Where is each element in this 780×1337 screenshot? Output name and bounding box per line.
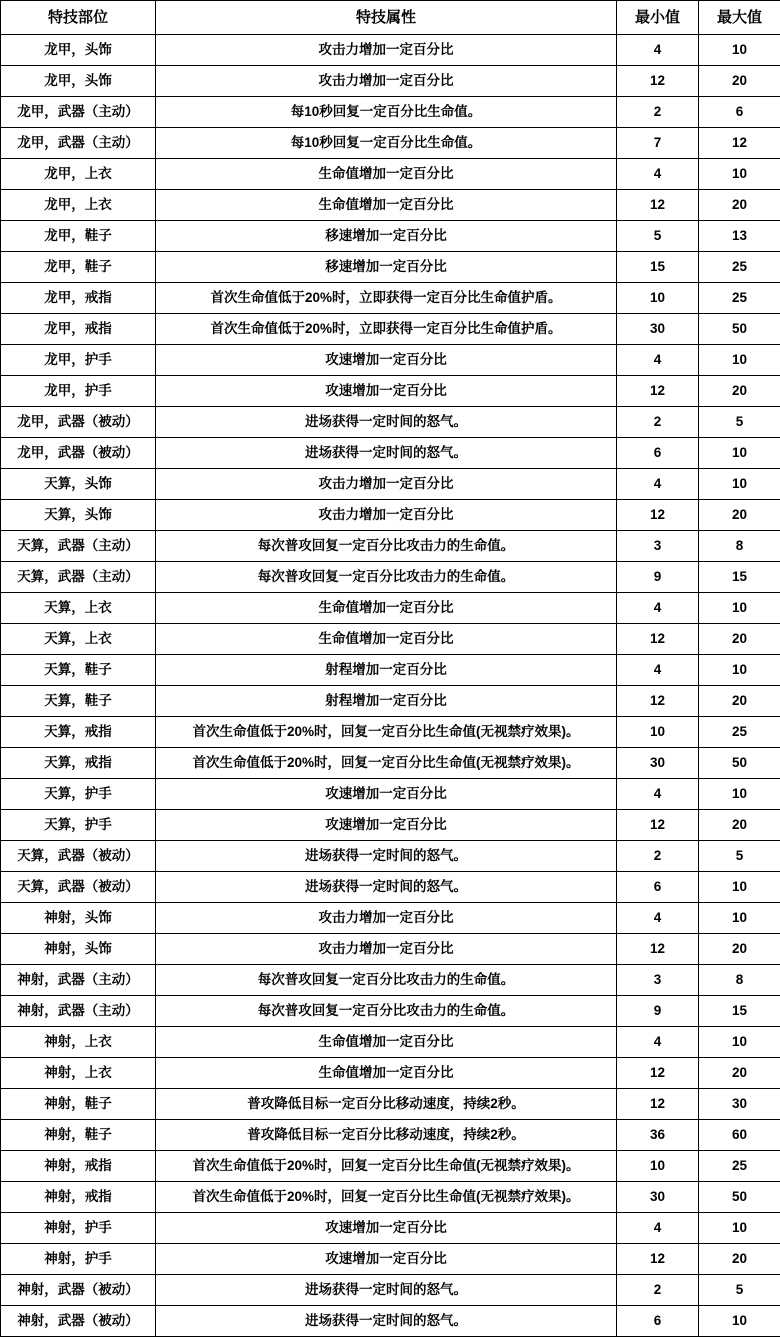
table-row (1, 965, 780, 996)
cell-part: 天算，上衣 (1, 624, 156, 655)
cell-part: 龙甲，上衣 (1, 190, 156, 221)
cell-min-value: 12 (617, 66, 699, 97)
cell-min-value: 12 (617, 934, 699, 965)
table-row (1, 1120, 780, 1151)
table-row (1, 562, 780, 593)
cell-attribute: 移速增加一定百分比 (156, 252, 617, 283)
cell-min-value: 4 (617, 779, 699, 810)
cell-part: 龙甲，武器（主动） (1, 128, 156, 159)
cell-min-value: 2 (617, 1275, 699, 1306)
cell-min-value: 6 (617, 872, 699, 903)
cell-max-value: 20 (699, 934, 780, 965)
cell-part: 龙甲，上衣 (1, 159, 156, 190)
cell-part: 龙甲，武器（被动） (1, 438, 156, 469)
cell-attribute: 射程增加一定百分比 (156, 655, 617, 686)
cell-part: 神射，鞋子 (1, 1089, 156, 1120)
cell-attribute: 生命值增加一定百分比 (156, 190, 617, 221)
cell-min-value: 4 (617, 1027, 699, 1058)
cell-min-value: 12 (617, 1244, 699, 1275)
cell-max-value: 20 (699, 810, 780, 841)
table-header-row (1, 1, 780, 35)
cell-part: 神射，武器（被动） (1, 1306, 156, 1337)
cell-part: 龙甲，戒指 (1, 314, 156, 345)
table-header (1, 1, 780, 35)
cell-attribute: 首次生命值低于20%时，回复一定百分比生命值(无视禁疗效果)。 (156, 717, 617, 748)
cell-attribute: 攻击力增加一定百分比 (156, 903, 617, 934)
table-row (1, 376, 780, 407)
cell-max-value: 25 (699, 252, 780, 283)
cell-attribute: 攻击力增加一定百分比 (156, 66, 617, 97)
cell-part: 天算，武器（主动） (1, 531, 156, 562)
cell-part: 天算，护手 (1, 779, 156, 810)
table-row (1, 252, 780, 283)
cell-attribute: 首次生命值低于20%时，立即获得一定百分比生命值护盾。 (156, 314, 617, 345)
cell-part: 龙甲，鞋子 (1, 221, 156, 252)
cell-attribute: 进场获得一定时间的怒气。 (156, 841, 617, 872)
cell-attribute: 进场获得一定时间的怒气。 (156, 1275, 617, 1306)
cell-min-value: 3 (617, 531, 699, 562)
cell-min-value: 4 (617, 159, 699, 190)
cell-max-value: 10 (699, 593, 780, 624)
cell-max-value: 10 (699, 159, 780, 190)
cell-max-value: 6 (699, 97, 780, 128)
cell-max-value: 20 (699, 376, 780, 407)
cell-max-value: 50 (699, 748, 780, 779)
table-row (1, 996, 780, 1027)
cell-min-value: 12 (617, 376, 699, 407)
cell-part: 天算，戒指 (1, 717, 156, 748)
cell-min-value: 12 (617, 624, 699, 655)
cell-part: 天算，护手 (1, 810, 156, 841)
cell-attribute: 进场获得一定时间的怒气。 (156, 1306, 617, 1337)
cell-min-value: 7 (617, 128, 699, 159)
cell-part: 神射，头饰 (1, 934, 156, 965)
table-row (1, 810, 780, 841)
cell-max-value: 25 (699, 1151, 780, 1182)
cell-max-value: 60 (699, 1120, 780, 1151)
cell-min-value: 12 (617, 810, 699, 841)
table-row (1, 1089, 780, 1120)
table-row (1, 1213, 780, 1244)
cell-min-value: 5 (617, 221, 699, 252)
table-row (1, 159, 780, 190)
cell-part: 神射，戒指 (1, 1182, 156, 1213)
cell-max-value: 20 (699, 1244, 780, 1275)
cell-max-value: 10 (699, 1213, 780, 1244)
table-row (1, 407, 780, 438)
cell-attribute: 普攻降低目标一定百分比移动速度，持续2秒。 (156, 1089, 617, 1120)
column-header-min: 最小值 (617, 1, 699, 35)
cell-max-value: 5 (699, 1275, 780, 1306)
cell-max-value: 10 (699, 345, 780, 376)
table-row (1, 283, 780, 314)
table-row (1, 531, 780, 562)
cell-max-value: 12 (699, 128, 780, 159)
cell-min-value: 30 (617, 314, 699, 345)
cell-part: 龙甲，武器（主动） (1, 97, 156, 128)
cell-max-value: 20 (699, 66, 780, 97)
table-row (1, 872, 780, 903)
cell-min-value: 15 (617, 252, 699, 283)
cell-max-value: 15 (699, 562, 780, 593)
cell-min-value: 9 (617, 562, 699, 593)
table-row (1, 624, 780, 655)
cell-part: 神射，护手 (1, 1213, 156, 1244)
cell-max-value: 5 (699, 841, 780, 872)
cell-part: 天算，武器（主动） (1, 562, 156, 593)
table-row (1, 1182, 780, 1213)
table-body (1, 35, 780, 1337)
cell-attribute: 移速增加一定百分比 (156, 221, 617, 252)
cell-max-value: 20 (699, 500, 780, 531)
cell-part: 天算，戒指 (1, 748, 156, 779)
cell-max-value: 25 (699, 717, 780, 748)
cell-part: 天算，鞋子 (1, 655, 156, 686)
cell-max-value: 50 (699, 314, 780, 345)
cell-part: 龙甲，戒指 (1, 283, 156, 314)
cell-max-value: 8 (699, 531, 780, 562)
cell-max-value: 13 (699, 221, 780, 252)
cell-max-value: 10 (699, 872, 780, 903)
cell-attribute: 攻击力增加一定百分比 (156, 469, 617, 500)
cell-part: 神射，武器（主动） (1, 996, 156, 1027)
cell-part: 神射，鞋子 (1, 1120, 156, 1151)
cell-max-value: 10 (699, 469, 780, 500)
table-row (1, 1151, 780, 1182)
cell-attribute: 每10秒回复一定百分比生命值。 (156, 128, 617, 159)
cell-attribute: 进场获得一定时间的怒气。 (156, 438, 617, 469)
cell-attribute: 每10秒回复一定百分比生命值。 (156, 97, 617, 128)
cell-attribute: 攻速增加一定百分比 (156, 810, 617, 841)
cell-max-value: 5 (699, 407, 780, 438)
cell-part: 天算，鞋子 (1, 686, 156, 717)
cell-max-value: 10 (699, 779, 780, 810)
cell-attribute: 生命值增加一定百分比 (156, 1027, 617, 1058)
table-row (1, 841, 780, 872)
cell-attribute: 生命值增加一定百分比 (156, 159, 617, 190)
cell-max-value: 25 (699, 283, 780, 314)
table-row (1, 35, 780, 66)
cell-max-value: 10 (699, 438, 780, 469)
cell-attribute: 每次普攻回复一定百分比攻击力的生命值。 (156, 531, 617, 562)
cell-attribute: 攻击力增加一定百分比 (156, 500, 617, 531)
cell-attribute: 攻速增加一定百分比 (156, 376, 617, 407)
cell-attribute: 射程增加一定百分比 (156, 686, 617, 717)
cell-part: 龙甲，护手 (1, 376, 156, 407)
table-row (1, 748, 780, 779)
cell-part: 龙甲，鞋子 (1, 252, 156, 283)
cell-attribute: 生命值增加一定百分比 (156, 1058, 617, 1089)
cell-part: 天算，上衣 (1, 593, 156, 624)
cell-attribute: 每次普攻回复一定百分比攻击力的生命值。 (156, 965, 617, 996)
cell-attribute: 进场获得一定时间的怒气。 (156, 407, 617, 438)
cell-attribute: 攻击力增加一定百分比 (156, 35, 617, 66)
table-row (1, 593, 780, 624)
cell-min-value: 12 (617, 1089, 699, 1120)
cell-part: 龙甲，护手 (1, 345, 156, 376)
cell-max-value: 20 (699, 1058, 780, 1089)
cell-min-value: 30 (617, 1182, 699, 1213)
table-row (1, 779, 780, 810)
table-row (1, 345, 780, 376)
table-row (1, 314, 780, 345)
table-row (1, 1275, 780, 1306)
cell-min-value: 4 (617, 35, 699, 66)
cell-min-value: 30 (617, 748, 699, 779)
table-row (1, 97, 780, 128)
cell-max-value: 10 (699, 655, 780, 686)
cell-part: 天算，头饰 (1, 469, 156, 500)
table-row (1, 655, 780, 686)
table-row (1, 469, 780, 500)
cell-min-value: 10 (617, 1151, 699, 1182)
column-header-max: 最大值 (699, 1, 780, 35)
cell-attribute: 每次普攻回复一定百分比攻击力的生命值。 (156, 996, 617, 1027)
cell-max-value: 8 (699, 965, 780, 996)
cell-min-value: 4 (617, 593, 699, 624)
cell-min-value: 12 (617, 1058, 699, 1089)
table-row (1, 1306, 780, 1337)
cell-part: 天算，头饰 (1, 500, 156, 531)
cell-part: 神射，上衣 (1, 1058, 156, 1089)
cell-attribute: 攻速增加一定百分比 (156, 1213, 617, 1244)
cell-attribute: 进场获得一定时间的怒气。 (156, 872, 617, 903)
cell-max-value: 20 (699, 190, 780, 221)
cell-min-value: 2 (617, 97, 699, 128)
cell-min-value: 6 (617, 1306, 699, 1337)
cell-max-value: 10 (699, 903, 780, 934)
cell-min-value: 12 (617, 190, 699, 221)
cell-max-value: 10 (699, 1027, 780, 1058)
cell-attribute: 普攻降低目标一定百分比移动速度，持续2秒。 (156, 1120, 617, 1151)
table-row (1, 686, 780, 717)
cell-min-value: 10 (617, 717, 699, 748)
cell-min-value: 10 (617, 283, 699, 314)
cell-part: 神射，武器（主动） (1, 965, 156, 996)
cell-min-value: 4 (617, 345, 699, 376)
cell-min-value: 4 (617, 469, 699, 500)
cell-attribute: 生命值增加一定百分比 (156, 624, 617, 655)
cell-attribute: 首次生命值低于20%时，回复一定百分比生命值(无视禁疗效果)。 (156, 748, 617, 779)
table-row (1, 1058, 780, 1089)
cell-min-value: 6 (617, 438, 699, 469)
cell-part: 天算，武器（被动） (1, 841, 156, 872)
table-row (1, 66, 780, 97)
cell-min-value: 4 (617, 655, 699, 686)
cell-attribute: 首次生命值低于20%时，回复一定百分比生命值(无视禁疗效果)。 (156, 1151, 617, 1182)
column-header-attribute: 特技属性 (156, 1, 617, 35)
cell-part: 神射，护手 (1, 1244, 156, 1275)
cell-part: 神射，武器（被动） (1, 1275, 156, 1306)
cell-min-value: 3 (617, 965, 699, 996)
cell-attribute: 攻速增加一定百分比 (156, 1244, 617, 1275)
cell-part: 神射，戒指 (1, 1151, 156, 1182)
cell-attribute: 攻速增加一定百分比 (156, 779, 617, 810)
cell-max-value: 20 (699, 686, 780, 717)
cell-min-value: 4 (617, 1213, 699, 1244)
cell-part: 神射，上衣 (1, 1027, 156, 1058)
table-row (1, 221, 780, 252)
cell-attribute: 攻击力增加一定百分比 (156, 934, 617, 965)
cell-part: 龙甲，头饰 (1, 35, 156, 66)
cell-attribute: 攻速增加一定百分比 (156, 345, 617, 376)
cell-part: 龙甲，武器（被动） (1, 407, 156, 438)
cell-max-value: 20 (699, 624, 780, 655)
cell-attribute: 生命值增加一定百分比 (156, 593, 617, 624)
cell-min-value: 36 (617, 1120, 699, 1151)
table-row (1, 190, 780, 221)
cell-part: 龙甲，头饰 (1, 66, 156, 97)
table-row (1, 1244, 780, 1275)
cell-part: 神射，头饰 (1, 903, 156, 934)
cell-min-value: 2 (617, 841, 699, 872)
cell-part: 天算，武器（被动） (1, 872, 156, 903)
table-row (1, 903, 780, 934)
cell-max-value: 30 (699, 1089, 780, 1120)
table-row (1, 717, 780, 748)
cell-max-value: 10 (699, 35, 780, 66)
table-row (1, 438, 780, 469)
column-header-part: 特技部位 (1, 1, 156, 35)
cell-attribute: 每次普攻回复一定百分比攻击力的生命值。 (156, 562, 617, 593)
cell-max-value: 10 (699, 1306, 780, 1337)
cell-min-value: 2 (617, 407, 699, 438)
table-row (1, 934, 780, 965)
cell-min-value: 9 (617, 996, 699, 1027)
table-row (1, 1027, 780, 1058)
cell-attribute: 首次生命值低于20%时，回复一定百分比生命值(无视禁疗效果)。 (156, 1182, 617, 1213)
table-row (1, 500, 780, 531)
cell-min-value: 4 (617, 903, 699, 934)
cell-attribute: 首次生命值低于20%时，立即获得一定百分比生命值护盾。 (156, 283, 617, 314)
table-row (1, 128, 780, 159)
cell-max-value: 50 (699, 1182, 780, 1213)
cell-min-value: 12 (617, 500, 699, 531)
cell-min-value: 12 (617, 686, 699, 717)
cell-max-value: 15 (699, 996, 780, 1027)
